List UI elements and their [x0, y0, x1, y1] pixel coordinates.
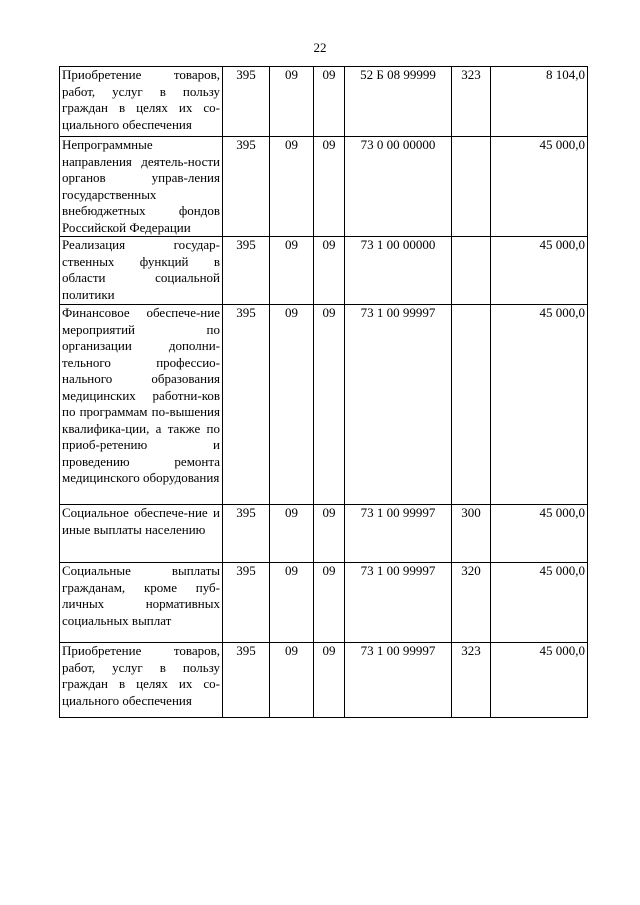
section-code-cell: 09 [270, 505, 314, 563]
section-code-cell: 09 [270, 137, 314, 237]
subsection-code-cell: 09 [314, 237, 345, 305]
section-code-cell: 09 [270, 643, 314, 718]
subsection-code-cell: 09 [314, 305, 345, 505]
subsection-code-cell: 09 [314, 67, 345, 137]
row-name-cell: Социальные выплаты гражданам, кроме пуб-личных нормативных социальных выплат [60, 563, 223, 643]
amount-cell: 45 000,0 [491, 305, 588, 505]
expense-type-cell: 323 [452, 67, 491, 137]
amount-cell: 45 000,0 [491, 643, 588, 718]
amount-cell: 45 000,0 [491, 563, 588, 643]
table-row [60, 643, 588, 718]
admin-code-cell: 395 [223, 505, 270, 563]
expense-type-cell [452, 305, 491, 505]
row-name-cell: Приобретение товаров, работ, услуг в пользу граждан в целях их со-циального обеспечения [60, 67, 223, 137]
admin-code-cell: 395 [223, 563, 270, 643]
row-name-cell: Непрограммные направления деятель-ности органов управ-ления государственных внебюджетных фондов Российской Федерации [60, 137, 223, 237]
row-name-cell: Социальное обеспече-ние и иные выплаты населению [60, 505, 223, 563]
expense-type-cell [452, 237, 491, 305]
subsection-code-cell: 09 [314, 505, 345, 563]
row-name-cell: Приобретение товаров, работ, услуг в пользу граждан в целях их со-циального обеспечения [60, 643, 223, 718]
table-row [60, 237, 588, 305]
admin-code-cell: 395 [223, 137, 270, 237]
amount-cell: 8 104,0 [491, 67, 588, 137]
target-code-cell: 73 1 00 00000 [345, 237, 452, 305]
subsection-code-cell: 09 [314, 563, 345, 643]
row-name-cell: Финансовое обеспече-ние мероприятий по организации дополни-тельного профессио-нального образования медицинских работни-ков по программам по-вышения квалифика-ции, а также по приоб-ретению и проведению ремонта медицинского оборудования [60, 305, 223, 505]
page-number: 22 [313, 40, 327, 55]
target-code-cell: 73 1 00 99997 [345, 305, 452, 505]
target-code-cell: 73 0 00 00000 [345, 137, 452, 237]
table-row [60, 505, 588, 563]
budget-table-body [60, 67, 588, 718]
subsection-code-cell: 09 [314, 137, 345, 237]
admin-code-cell: 395 [223, 67, 270, 137]
section-code-cell: 09 [270, 237, 314, 305]
admin-code-cell: 395 [223, 305, 270, 505]
section-code-cell: 09 [270, 563, 314, 643]
section-code-cell: 09 [270, 305, 314, 505]
table-row [60, 137, 588, 237]
target-code-cell: 73 1 00 99997 [345, 505, 452, 563]
expense-type-cell: 300 [452, 505, 491, 563]
amount-cell: 45 000,0 [491, 137, 588, 237]
table-row [60, 305, 588, 505]
target-code-cell: 73 1 00 99997 [345, 643, 452, 718]
expense-type-cell: 320 [452, 563, 491, 643]
expense-type-cell [452, 137, 491, 237]
target-code-cell: 52 Б 08 99999 [345, 67, 452, 137]
target-code-cell: 73 1 00 99997 [345, 563, 452, 643]
amount-cell: 45 000,0 [491, 237, 588, 305]
admin-code-cell: 395 [223, 237, 270, 305]
admin-code-cell: 395 [223, 643, 270, 718]
section-code-cell: 09 [270, 67, 314, 137]
budget-table [59, 66, 588, 718]
amount-cell: 45 000,0 [491, 505, 588, 563]
subsection-code-cell: 09 [314, 643, 345, 718]
table-row [60, 563, 588, 643]
row-name-cell: Реализация государ-ственных функций в области социальной политики [60, 237, 223, 305]
expense-type-cell: 323 [452, 643, 491, 718]
table-row [60, 67, 588, 137]
